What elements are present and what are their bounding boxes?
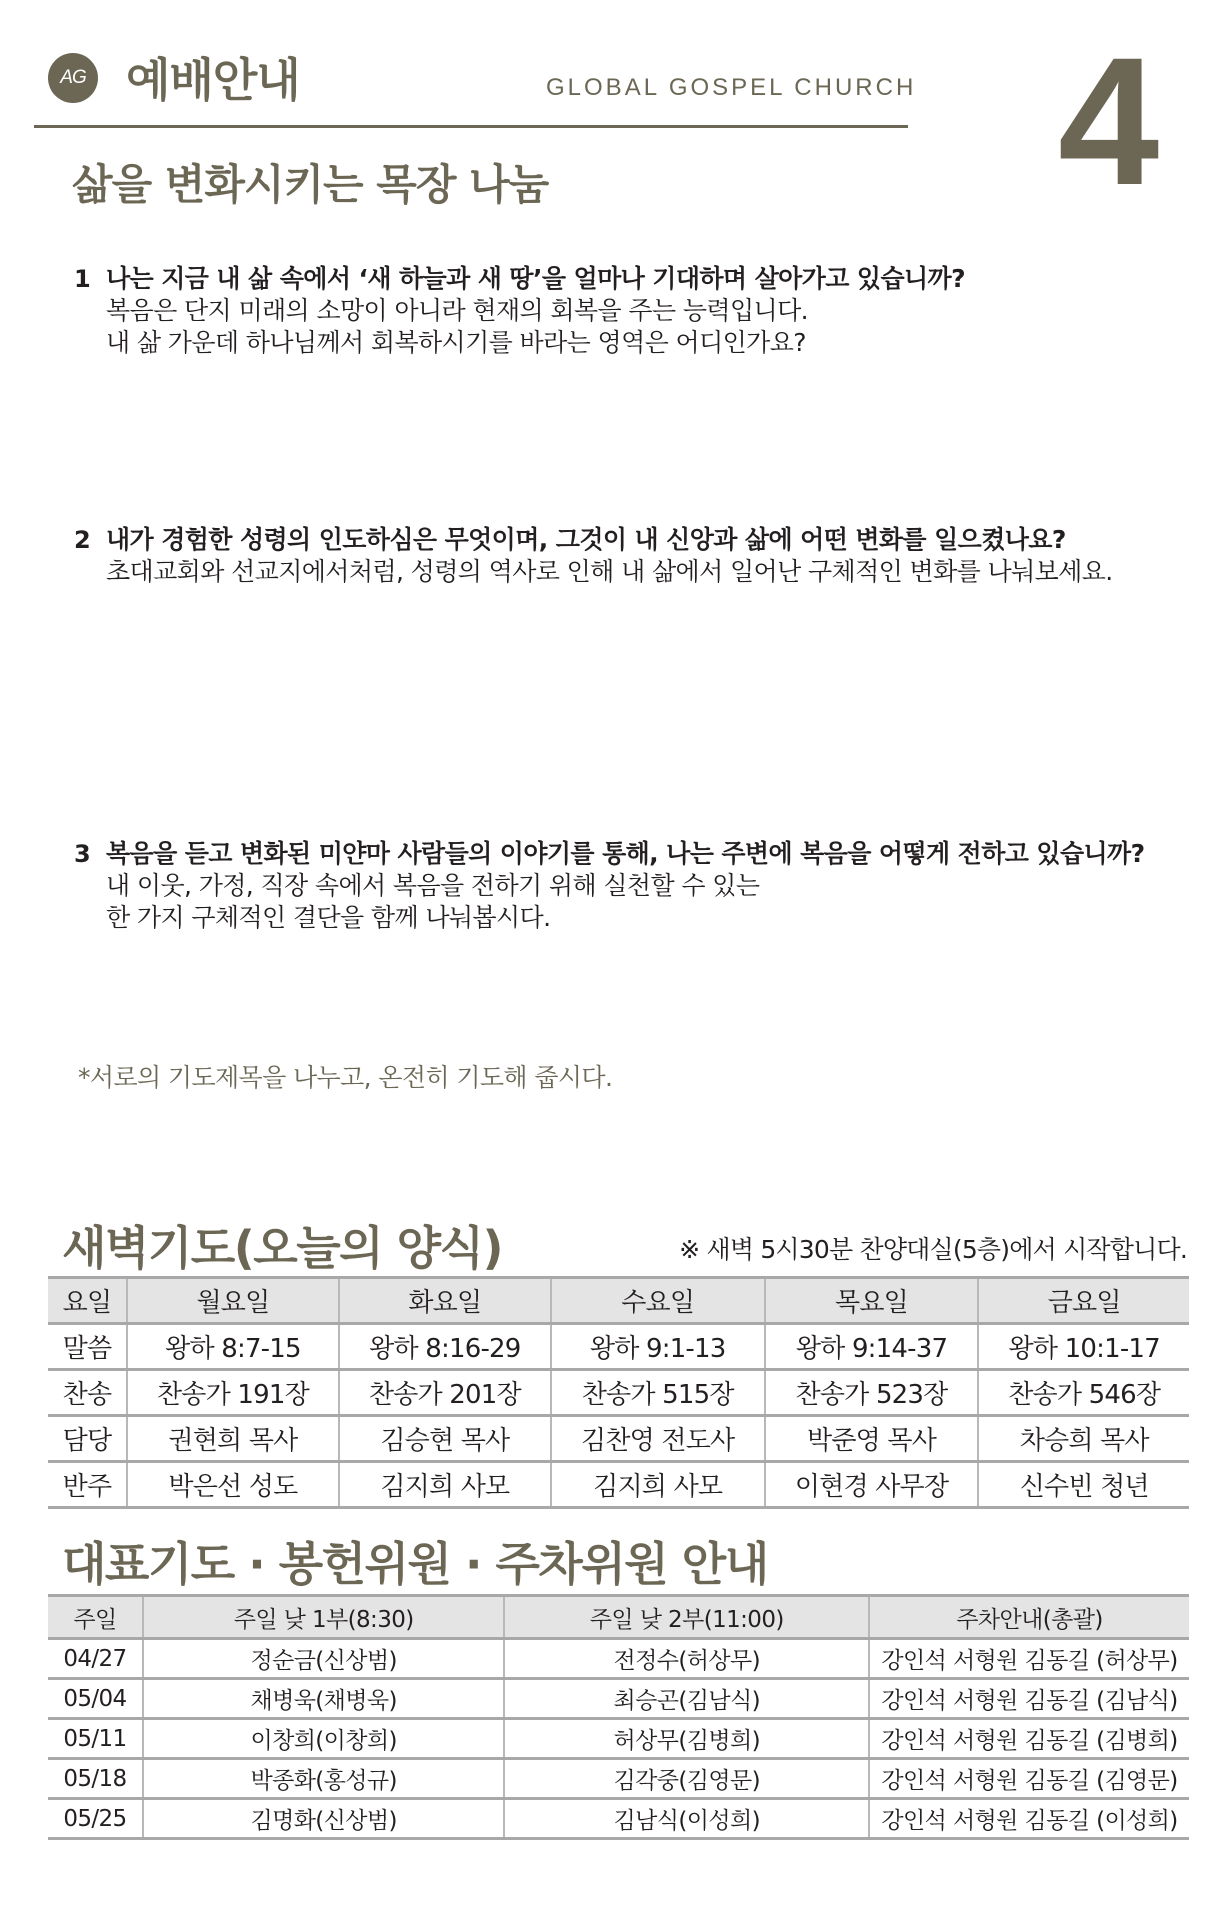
table-header-cell: 주일 [48, 1596, 143, 1639]
dawn-prayer-note: ※ 새벽 5시30분 찬양대실(5층)에서 시작합니다. [679, 1235, 1187, 1264]
table-cell: 권현희 목사 [127, 1416, 339, 1462]
question-line: 내 삶 가운데 하나님께서 회복하시기를 바라는 영역은 어디인가요? [106, 328, 806, 357]
table-cell: 왕하 9:14-37 [765, 1324, 979, 1370]
table-cell: 강인석 서형원 김동길 (허상무) [869, 1639, 1189, 1679]
table-row [48, 1679, 1189, 1719]
question-line: 복음은 단지 미래의 소망이 아니라 현재의 회복을 주는 능력입니다. [106, 296, 808, 325]
table-cell: 찬송 [48, 1370, 127, 1416]
table-cell: 찬송가 523장 [765, 1370, 979, 1416]
table-cell: 박준영 목사 [765, 1416, 979, 1462]
table-cell: 최승곤(김남식) [504, 1679, 869, 1719]
question-line: 내 이웃, 가정, 직장 속에서 복음을 전하기 위해 실천할 수 있는 [106, 871, 760, 900]
table-header-cell: 주일 낮 2부(11:00) [504, 1596, 869, 1639]
table-header-cell: 수요일 [551, 1278, 765, 1324]
table-cell: 김지희 사모 [339, 1462, 551, 1508]
table-row [48, 1416, 1189, 1462]
table-cell: 김찬영 전도사 [551, 1416, 765, 1462]
question-title: 나는 지금 내 삶 속에서 ‘새 하늘과 새 땅’을 얼마나 기대하며 살아가고 있습니까? [106, 264, 965, 293]
table-row [48, 1462, 1189, 1508]
table-cell: 강인석 서형원 김동길 (이성희) [869, 1799, 1189, 1839]
table-cell: 05/18 [48, 1759, 143, 1799]
table-row [48, 1370, 1189, 1416]
table-cell: 담당 [48, 1416, 127, 1462]
table-cell: 김각중(김영문) [504, 1759, 869, 1799]
table-header-cell: 요일 [48, 1278, 127, 1324]
table-cell: 박종화(홍성규) [143, 1759, 505, 1799]
table-row [48, 1759, 1189, 1799]
table-cell: 왕하 8:16-29 [339, 1324, 551, 1370]
church-logo: AG [48, 53, 98, 103]
prayer-note: *서로의 기도제목을 나누고, 온전히 기도해 줍시다. [78, 1063, 613, 1092]
table-header-cell: 금요일 [978, 1278, 1189, 1324]
dawn-prayer-table [48, 1276, 1189, 1509]
table-header-row [48, 1596, 1189, 1639]
table-cell: 김남식(이성희) [504, 1799, 869, 1839]
question-title: 내가 경험한 성령의 인도하심은 무엇이며, 그것이 내 신앙과 삶에 어떤 변화를 일으켰나요? [106, 525, 1066, 554]
table-cell: 왕하 8:7-15 [127, 1324, 339, 1370]
church-name: GLOBAL GOSPEL CHURCH [546, 74, 917, 101]
table-cell: 왕하 10:1-17 [978, 1324, 1189, 1370]
page-number: 4 [1058, 19, 1160, 223]
question-line: 한 가지 구체적인 결단을 함께 나눠봅시다. [106, 903, 551, 932]
table-cell: 찬송가 546장 [978, 1370, 1189, 1416]
table-cell: 반주 [48, 1462, 127, 1508]
header-divider [34, 125, 908, 128]
table-cell: 05/11 [48, 1719, 143, 1759]
table-cell: 05/04 [48, 1679, 143, 1719]
table-row [48, 1719, 1189, 1759]
page-title: 예배안내 [126, 53, 300, 107]
table-cell: 05/25 [48, 1799, 143, 1839]
table-cell: 김승현 목사 [339, 1416, 551, 1462]
question-line: 초대교회와 선교지에서처럼, 성령의 역사로 인해 내 삶에서 일어난 구체적인 변화를 나눠보세요. [106, 557, 1113, 586]
table-cell: 이창희(이창희) [143, 1719, 505, 1759]
duty-title: 대표기도 · 봉헌위원 · 주차위원 안내 [62, 1537, 768, 1591]
table-row [48, 1324, 1189, 1370]
table-cell: 강인석 서형원 김동길 (김남식) [869, 1679, 1189, 1719]
table-row [48, 1799, 1189, 1839]
table-header-cell: 주차안내(총괄) [869, 1596, 1189, 1639]
table-cell: 찬송가 515장 [551, 1370, 765, 1416]
table-cell: 강인석 서형원 김동길 (김병희) [869, 1719, 1189, 1759]
table-cell: 정순금(신상범) [143, 1639, 505, 1679]
table-cell: 04/27 [48, 1639, 143, 1679]
table-cell: 채병욱(채병욱) [143, 1679, 505, 1719]
table-cell: 말씀 [48, 1324, 127, 1370]
table-cell: 신수빈 청년 [978, 1462, 1189, 1508]
question-number: 1 [74, 265, 91, 293]
table-row [48, 1639, 1189, 1679]
table-cell: 이현경 사무장 [765, 1462, 979, 1508]
table-cell: 허상무(김병희) [504, 1719, 869, 1759]
table-cell: 강인석 서형원 김동길 (김영문) [869, 1759, 1189, 1799]
table-cell: 박은선 성도 [127, 1462, 339, 1508]
dawn-prayer-title: 새벽기도(오늘의 양식) [62, 1221, 502, 1275]
table-header-row [48, 1278, 1189, 1324]
question-title: 복음을 듣고 변화된 미얀마 사람들의 이야기를 통해, 나는 주변에 복음을 어떻게 전하고 있습니까? [106, 839, 1145, 868]
section-title: 삶을 변화시키는 목장 나눔 [72, 160, 549, 209]
table-cell: 차승희 목사 [978, 1416, 1189, 1462]
duty-table [48, 1594, 1189, 1840]
table-cell: 왕하 9:1-13 [551, 1324, 765, 1370]
table-header-cell: 화요일 [339, 1278, 551, 1324]
table-cell: 김명화(신상범) [143, 1799, 505, 1839]
table-header-cell: 월요일 [127, 1278, 339, 1324]
table-cell: 찬송가 191장 [127, 1370, 339, 1416]
question-number: 2 [74, 526, 91, 554]
table-header-cell: 목요일 [765, 1278, 979, 1324]
table-cell: 김지희 사모 [551, 1462, 765, 1508]
table-header-cell: 주일 낮 1부(8:30) [143, 1596, 505, 1639]
table-cell: 찬송가 201장 [339, 1370, 551, 1416]
question-number: 3 [74, 840, 91, 868]
table-cell: 전정수(허상무) [504, 1639, 869, 1679]
